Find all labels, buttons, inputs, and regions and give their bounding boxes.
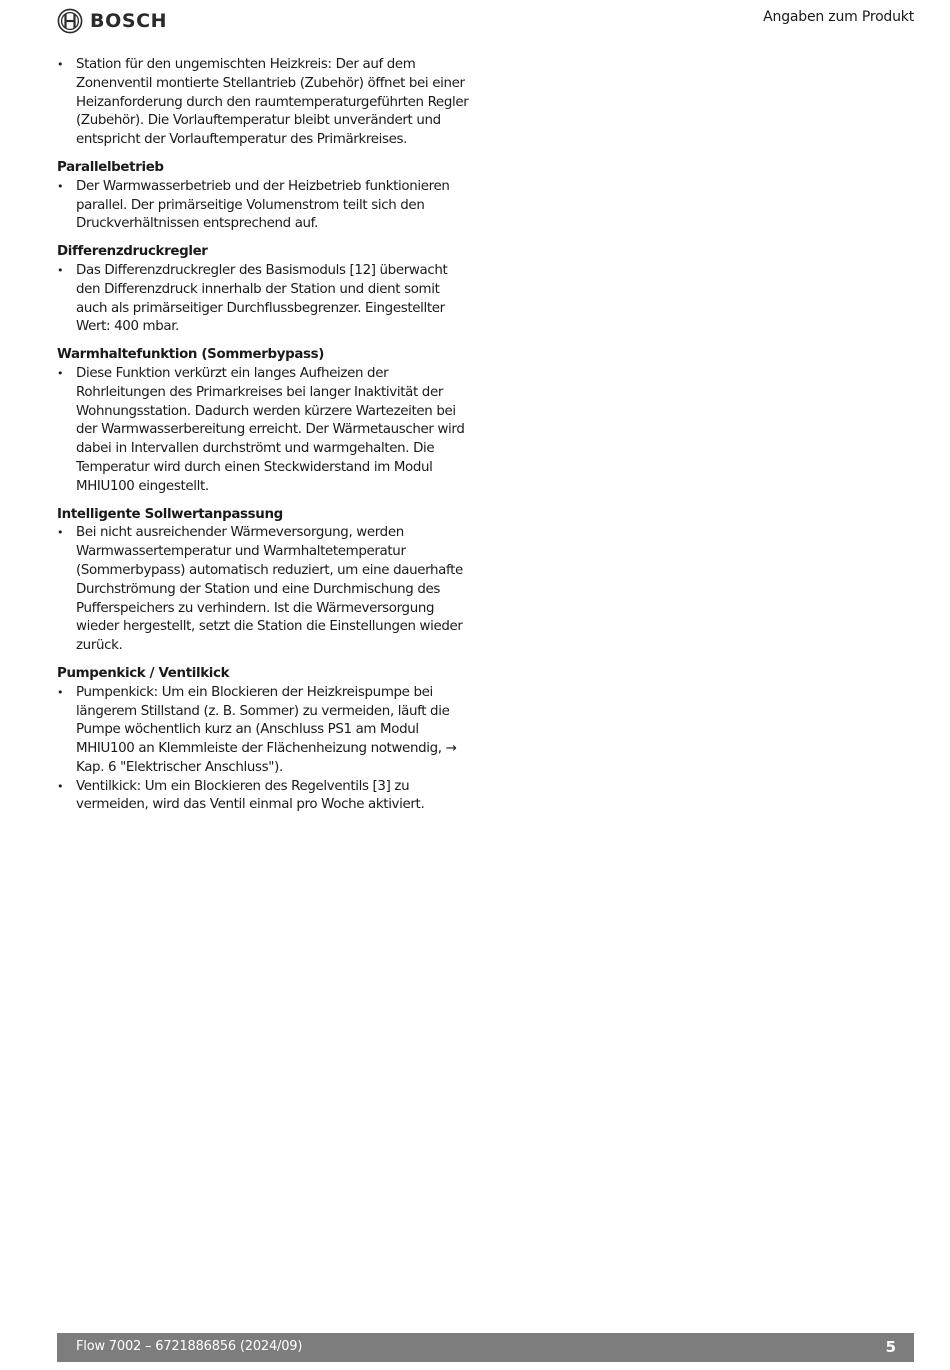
section-heading: Parallelbetrieb: [57, 159, 164, 175]
page-footer: [57, 1333, 914, 1362]
bullet-list: [57, 262, 469, 337]
list-item: • Bei nicht ausreichender Wärmeversorgung, werden Warmwassertemperatur und Warmhaltetemperatur (Sommerbypass) automatisch reduziert, um eine dauerhafte Durchströmung der Station und eine Durchmischung des Pufferspeichers zu verhindern. Ist die Wärmeversorgung wieder hergestellt, setzt die Station die Einstellungen wieder zurück.: [57, 524, 469, 656]
section-heading: Intelligente Sollwertanpassung: [57, 506, 283, 522]
bullet-list: [57, 684, 469, 816]
bullet-list: [57, 365, 469, 497]
section-differenzdruckregler: [57, 243, 469, 337]
bullet-list: [57, 524, 469, 656]
section-pumpenkick-ventilkick: [57, 665, 469, 815]
list-item: • Ventilkick: Um ein Blockieren des Regelventils [3] zu vermeiden, wird das Ventil einmal pro Woche aktiviert.: [57, 778, 469, 816]
document-reference: Flow 7002 – 6721886856 (2024/09): [76, 1339, 303, 1354]
list-item: • Pumpenkick: Um ein Blockieren der Heizkreispumpe bei längerem Stillstand (z. B. Sommer) zu vermeiden, läuft die Pumpe wöchentlich kurz an (Anschluss PS1 am Modul MHIU100 an Klemmleiste der Flächenheizung notwendig, → Kap. 6 "Elektrischer Anschluss").: [57, 684, 469, 778]
section-warmhaltefunktion: [57, 346, 469, 496]
list-item: • Das Differenzdruckregler des Basismoduls [12] überwacht den Differenzdruck innerhalb der Station und dient somit auch als primärseitiger Durchflussbegrenzer. Eingestellter Wert: 400 mbar.: [57, 262, 469, 337]
section-heading: Pumpenkick / Ventilkick: [57, 665, 230, 681]
bullet-list: [57, 178, 469, 234]
section-heading: Warmhaltefunktion (Sommerbypass): [57, 347, 325, 363]
intro-section: [57, 56, 469, 150]
section-heading: Differenzdruckregler: [57, 244, 208, 260]
page-number: 5: [885, 1338, 896, 1356]
intro-list: [57, 56, 469, 150]
list-item: • Diese Funktion verkürzt ein langes Aufheizen der Rohrleitungen des Primarkreises bei langer Inaktivität der Wohnungsstation. Dadurch werden kürzere Wartezeiten bei der Warmwasserbereitung erreicht. Der Wärmetauscher wird dabei in Intervallen durchströmt und warmgehalten. Die Temperatur wird durch einen Steckwiderstand im Modul MHIU100 eingestellt.: [57, 365, 469, 497]
section-sollwertanpassung: [57, 506, 469, 656]
section-parallelbetrieb: [57, 159, 469, 234]
main-content: [57, 56, 469, 824]
brand-logo: [57, 8, 167, 34]
bosch-armature-logo-icon: [57, 8, 83, 34]
section-title: Angaben zum Produkt: [763, 9, 914, 25]
list-item: • Der Warmwasserbetrieb und der Heizbetrieb funktionieren parallel. Der primärseitige Volumenstrom teilt sich den Druckverhältnissen entsprechend auf.: [57, 178, 469, 234]
list-item: • Station für den ungemischten Heizkreis: Der auf dem Zonenventil montierte Stellantrieb (Zubehör) öffnet bei einer Heizanforderung durch den raumtemperaturgeführten Regler (Zubehör). Die Vorlauftemperatur bleibt unverändert und entspricht der Vorlauftemperatur des Primärkreises.: [57, 56, 469, 150]
brand-name: BOSCH: [90, 10, 168, 32]
